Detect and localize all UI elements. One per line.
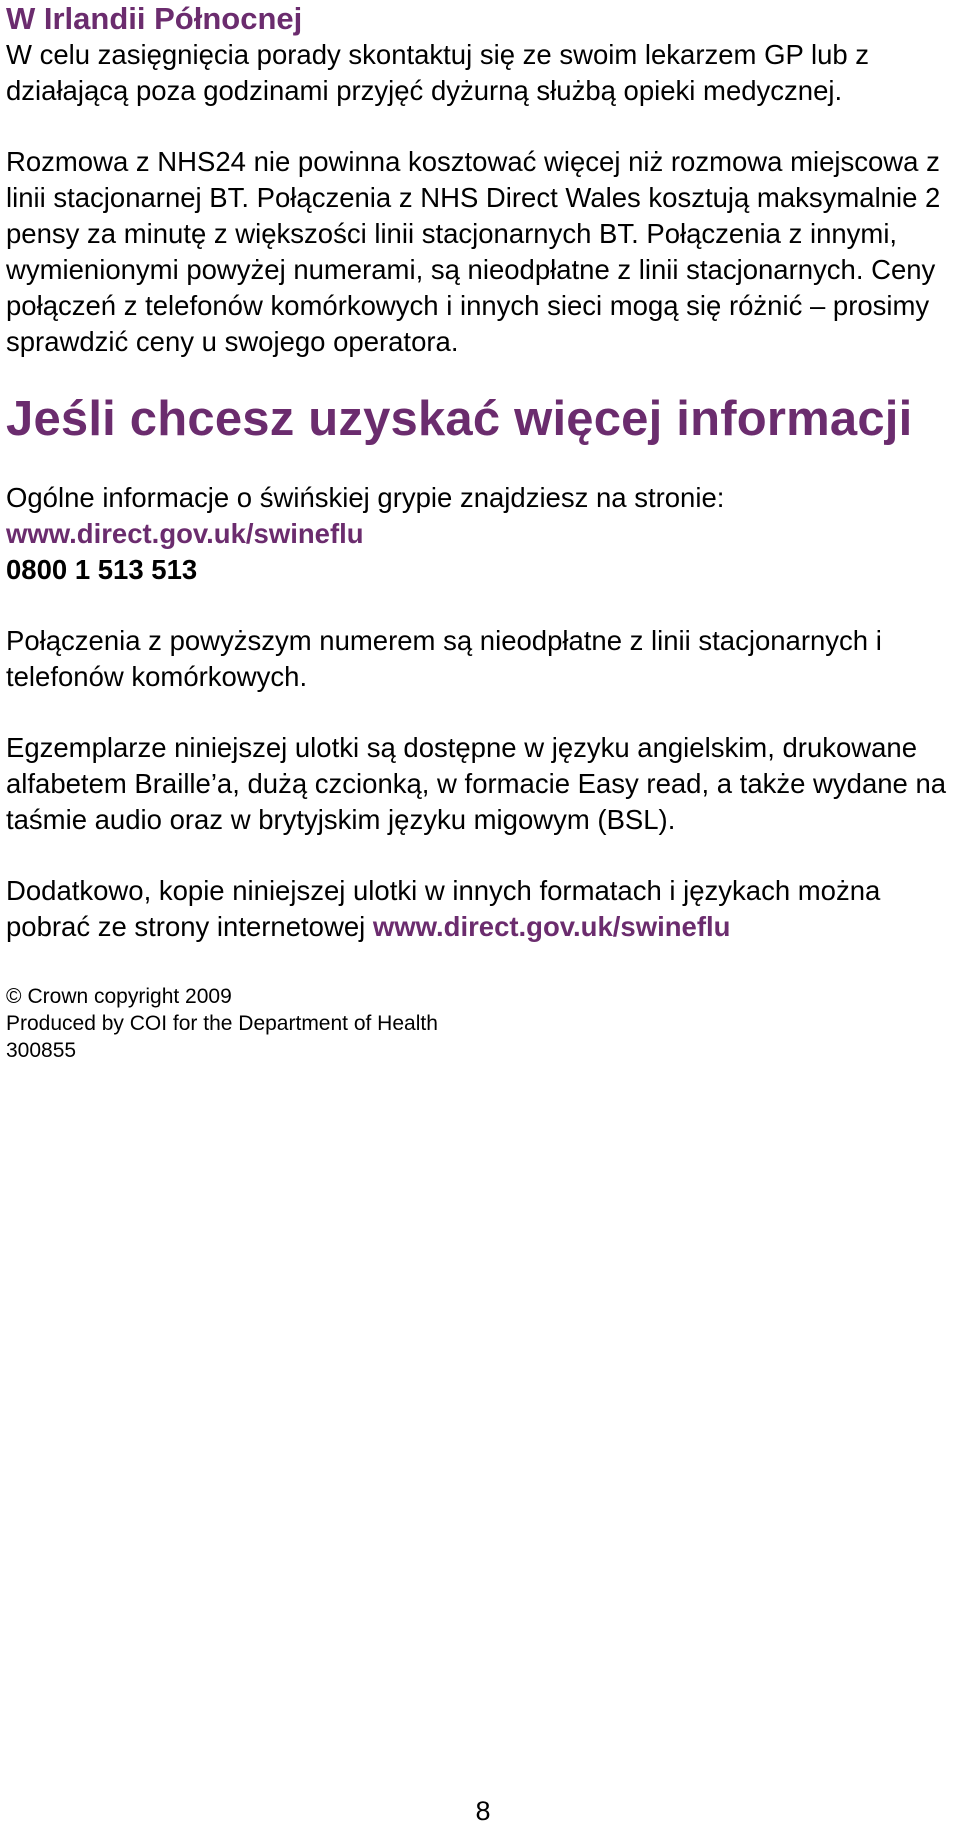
publication-code: 300855 <box>6 1039 77 1062</box>
phone-number: 0800 1 513 513 <box>6 554 198 585</box>
call-costs-text: Rozmowa z NHS24 nie powinna kosztować więcej niż rozmowa miejscowa z linii stacjonarnej BT. Połączenia z NHS Direct Wales kosztują maksymalnie 2 pensy za minutę z większości linii stacjonarnych BT. Połączenia z innymi, wymienionymi powyżej numerami, są nieodpłatne z linii stacjonarnych. Ceny połączeń z telefonów komórkowych i innych sieci mogą się różnić – prosimy sprawdzić ceny u swojego operatora. <box>6 146 941 357</box>
copyright-text: Crown copyright 2009 <box>27 985 232 1008</box>
website-link[interactable]: www.direct.gov.uk/swineflu <box>6 518 364 549</box>
document-page <box>6 0 954 1064</box>
footer <box>6 983 954 1064</box>
produced-by-text: Produced by COI for the Department of Health <box>6 1012 438 1035</box>
page-number: 8 <box>475 1796 491 1826</box>
download-formats-body: Dodatkowo, kopie niniejszej ulotki w innych formatach i językach można pobrać ze strony internetowej <box>6 875 881 942</box>
download-formats-text <box>6 873 954 945</box>
section-heading-northern-ireland: W Irlandii Północnej <box>6 1 303 36</box>
copyright-icon: © <box>6 985 22 1008</box>
general-info-intro: Ogólne informacje o świńskiej grypie znajdziesz na stronie: <box>6 482 725 513</box>
more-info-heading: Jeśli chcesz uzyskać więcej informacji <box>6 392 913 446</box>
phone-note-text: Połączenia z powyższym numerem są nieodpłatne z linii stacjonarnych i telefonów komórkowych. <box>6 625 882 692</box>
alternative-formats-text: Egzemplarze niniejszej ulotki są dostępne w języku angielskim, drukowane alfabetem Braille’a, dużą czcionką, w formacie Easy read, a także wydane na taśmie audio oraz w brytyjskim języku migowym (BSL). <box>6 732 947 835</box>
northern-ireland-advice-text: W celu zasięgnięcia porady skontaktuj się ze swoim lekarzem GP lub z działającą poza godzinami przyjęć dyżurną służbą opieki medycznej. <box>6 39 870 106</box>
download-website-link[interactable]: www.direct.gov.uk/swineflu <box>372 911 731 942</box>
copyright-line <box>6 983 954 1010</box>
